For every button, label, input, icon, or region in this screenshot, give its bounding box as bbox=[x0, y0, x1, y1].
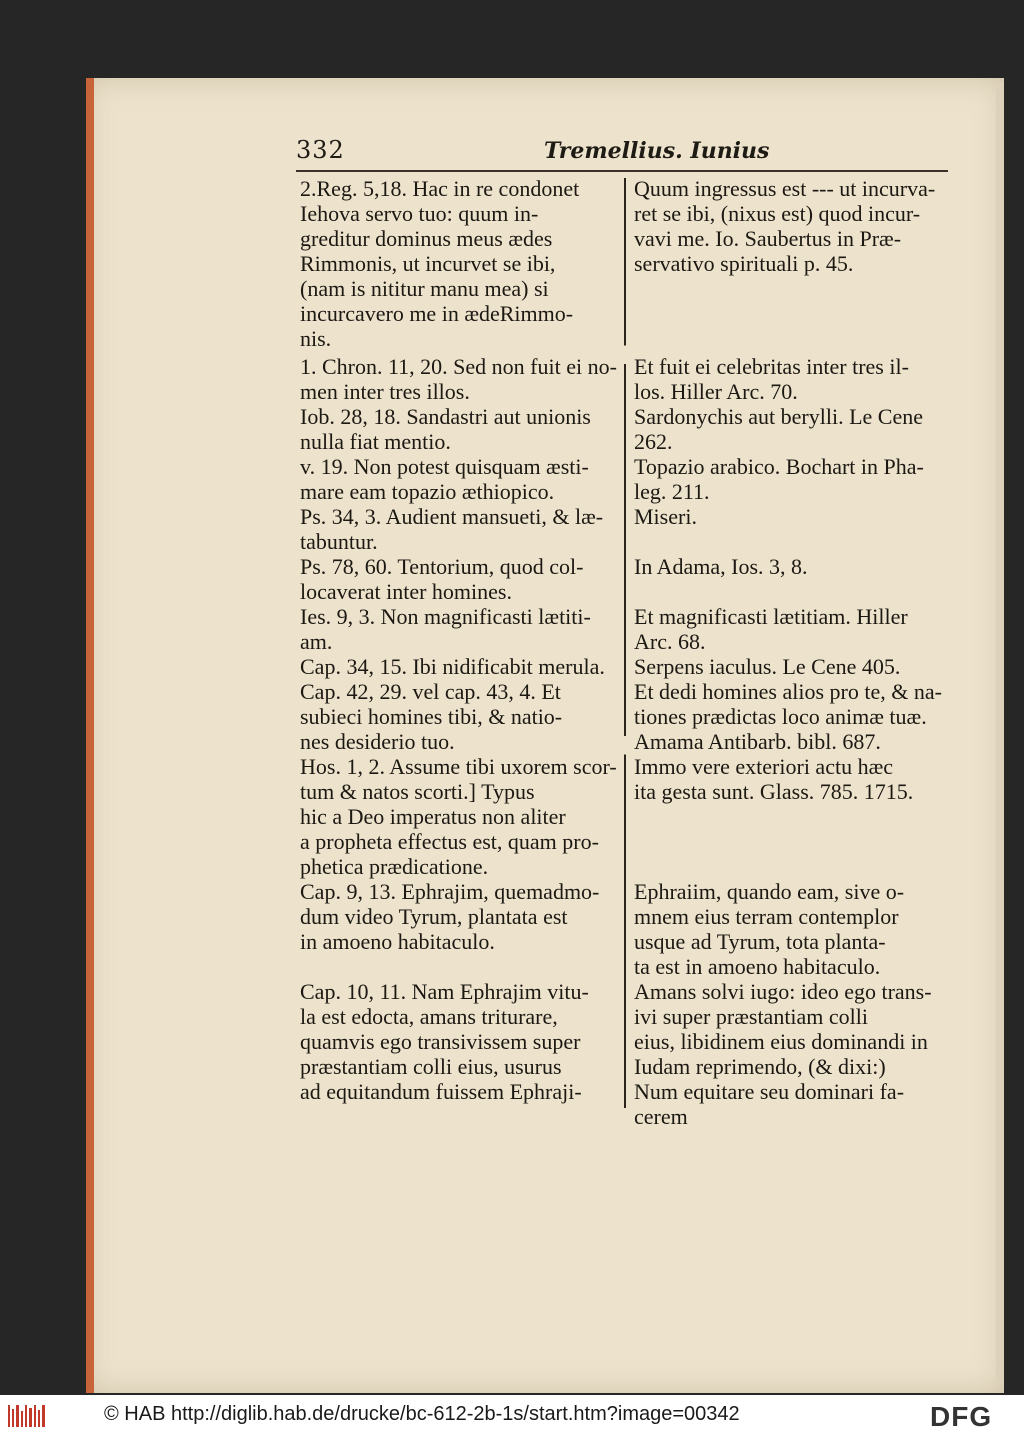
running-title: Tremellius. Iunius bbox=[544, 138, 770, 164]
left-entry: Hos. 1, 2. Assume tibi uxorem scor- tum & natos scorti.] Typus hic a Deo imperatus non aliter a propheta effectus est, quam pro- phetica prædicatione. bbox=[300, 754, 617, 879]
left-entry: Iob. 28, 18. Sandastri aut unionis nulla fiat mentio. bbox=[300, 404, 591, 454]
right-entry: Amans solvi iugo: ideo ego trans- ivi super præstantiam colli eius, libidinem eius dominandi in Iudam reprimendo, (& dixi:) Num equitare seu dominari fa- cerem bbox=[634, 979, 932, 1129]
right-entry: Et dedi homines alios pro te, & na- tiones prædictas loco animæ tuæ. Amama Antibarb. bibl. 687. bbox=[634, 679, 942, 754]
viewer-footer bbox=[0, 1395, 1024, 1435]
right-entry: In Adama, Ios. 3, 8. bbox=[634, 554, 808, 579]
right-entry: Sardonychis aut berylli. Le Cene 262. bbox=[634, 404, 923, 454]
page-header bbox=[296, 136, 956, 172]
left-entry: Cap. 42, 29. vel cap. 43, 4. Et subieci homines tibi, & natio- nes desiderio tuo. bbox=[300, 679, 563, 754]
left-entry: 1. Chron. 11, 20. Sed non fuit ei no- men inter tres illos. bbox=[300, 354, 617, 404]
dfg-logo: DFG bbox=[930, 1401, 993, 1432]
right-entry: Miseri. bbox=[634, 504, 697, 529]
left-entry: Cap. 34, 15. Ibi nidificabit merula. bbox=[300, 654, 605, 679]
right-entry: Et fuit ei celebritas inter tres il- los. Hiller Arc. 70. bbox=[634, 354, 909, 404]
left-entry: Ies. 9, 3. Non magnificasti lætiti- am. bbox=[300, 604, 591, 654]
left-entry: 2.Reg. 5,18. Hac in re condonet Iehova servo tuo: quum in- greditur dominus meus ædes Rimmonis, ut incurvet se ibi, (nam is nititur manu mea) si incurcavero me in ædeRimmo- nis. bbox=[300, 176, 580, 351]
page-edge-right bbox=[996, 82, 1004, 1382]
right-entry: Ephraiim, quando eam, sive o- mnem eius terram contemplor usque ad Tyrum, tota planta- ta est in amoeno habitaculo. bbox=[634, 879, 905, 979]
page-edge-left bbox=[86, 78, 94, 1393]
right-entry: Topazio arabico. Bochart in Pha- leg. 211. bbox=[634, 454, 924, 504]
copyright-url[interactable]: © HAB http://diglib.hab.de/drucke/bc-612-2b-1s/start.htm?image=00342 bbox=[104, 1403, 740, 1425]
page-number: 332 bbox=[296, 136, 345, 164]
left-entry: Cap. 10, 11. Nam Ephrajim vitu- la est edocta, amans triturare, quamvis ego transivissem super præstantiam colli eius, usurus ad equitandum fuissem Ephraji- bbox=[300, 979, 589, 1104]
left-entry: Ps. 34, 3. Audient mansueti, & læ- tabuntur. bbox=[300, 504, 604, 554]
left-entry: Cap. 9, 13. Ephrajim, quemadmo- dum video Tyrum, plantata est in amoeno habitaculo. bbox=[300, 879, 600, 954]
right-entry: Immo vere exteriori actu hæc ita gesta sunt. Glass. 785. 1715. bbox=[634, 754, 914, 804]
left-entry: v. 19. Non potest quisquam æsti- mare eam topazio æthiopico. bbox=[300, 454, 589, 504]
header-rule bbox=[296, 170, 948, 172]
barcode-icon bbox=[6, 1403, 48, 1429]
column-divider bbox=[624, 178, 626, 1108]
left-entry: Ps. 78, 60. Tentorium, quod col- locaverat inter homines. bbox=[300, 554, 584, 604]
right-entry: Quum ingressus est --- ut incurva- ret se ibi, (nixus est) quod incur- vavi me. Io. Saubertus in Præ- servativo spirituali p. 45. bbox=[634, 176, 936, 276]
right-entry: Serpens iaculus. Le Cene 405. bbox=[634, 654, 901, 679]
right-entry: Et magnificasti lætitiam. Hiller Arc. 68. bbox=[634, 604, 908, 654]
